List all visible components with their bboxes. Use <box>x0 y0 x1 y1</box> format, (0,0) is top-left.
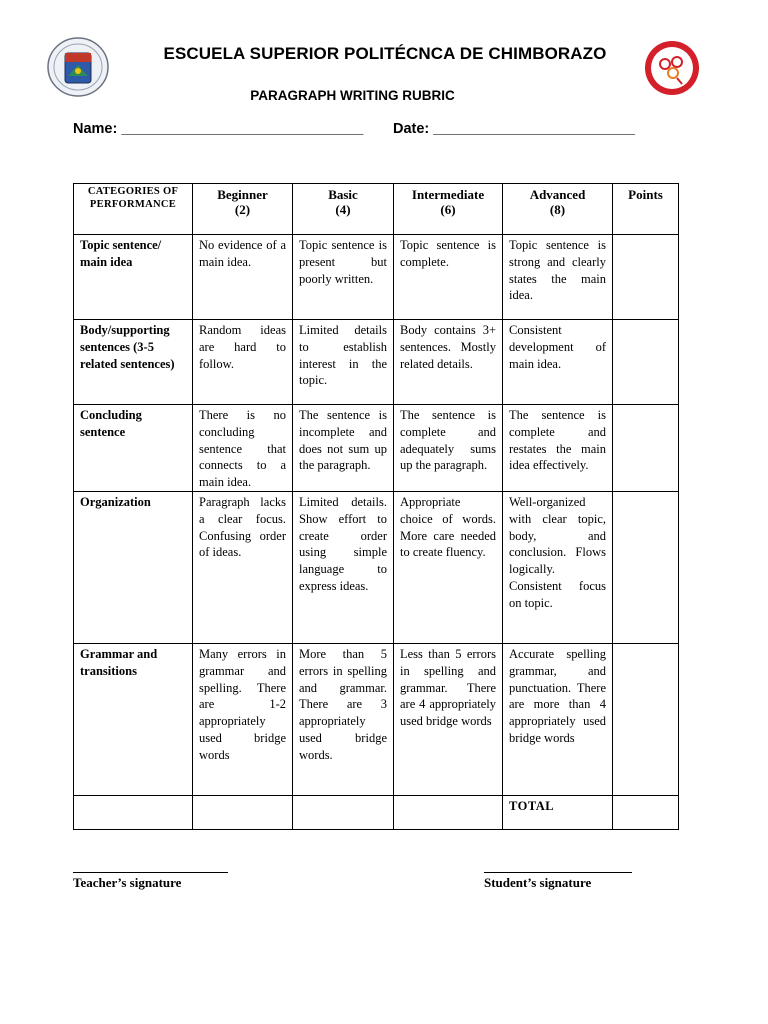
total-label: TOTAL <box>503 795 613 829</box>
cell-points[interactable] <box>613 235 679 320</box>
school-name: ESCUELA SUPERIOR POLITÉCNCA DE CHIMBORAZO <box>163 44 607 63</box>
cell-basic: More than 5 errors in spelling and grammar. There are 3 appropriately used bridge words. <box>293 643 394 795</box>
table-row <box>74 405 679 492</box>
cell-basic: Limited details to establish interest in the topic. <box>293 320 394 405</box>
student-signature-label: Student’s signature <box>484 875 592 890</box>
cell-beginner: Many errors in grammar and spelling. There are 1-2 appropriately used bridge words <box>193 643 293 795</box>
cell-beginner: There is no concluding sentence that connects to a main idea. <box>193 405 293 492</box>
table-row <box>74 643 679 795</box>
header-beginner: Beginner (2) <box>193 184 293 235</box>
cell-basic: Limited details. Show effort to create order using simple language to express ideas. <box>293 491 394 643</box>
student-signature-line[interactable] <box>484 872 632 873</box>
date-field[interactable]: Date: _________________________ <box>393 121 635 137</box>
school-crest-icon <box>46 36 110 98</box>
cell-advanced: Topic sentence is strong and clearly states the main idea. <box>503 235 613 320</box>
header-intermediate: Intermediate (6) <box>394 184 503 235</box>
total-empty-cell <box>394 795 503 829</box>
cell-beginner: Random ideas are hard to follow. <box>193 320 293 405</box>
total-empty-cell <box>293 795 394 829</box>
header-basic: Basic (4) <box>293 184 394 235</box>
cell-points[interactable] <box>613 320 679 405</box>
document-title: PARAGRAPH WRITING RUBRIC <box>250 88 455 103</box>
total-points-cell[interactable] <box>613 795 679 829</box>
cell-points[interactable] <box>613 643 679 795</box>
table-row <box>74 320 679 405</box>
cell-intermediate: Topic sentence is complete. <box>394 235 503 320</box>
teacher-signature-line[interactable] <box>73 872 228 873</box>
table-row <box>74 235 679 320</box>
table-header-row <box>74 184 679 235</box>
row-category: Body/supporting sentences (3-5 related sentences) <box>74 320 193 405</box>
name-field[interactable]: Name: ______________________________ <box>73 121 364 137</box>
cell-points[interactable] <box>613 405 679 492</box>
total-empty-cell <box>74 795 193 829</box>
cell-advanced: Consistent development of main idea. <box>503 320 613 405</box>
cell-intermediate: Appropriate choice of words. More care needed to create fluency. <box>394 491 503 643</box>
table-row <box>74 491 679 643</box>
header-points: Points <box>613 184 679 235</box>
cell-intermediate: The sentence is complete and adequately sums up the paragraph. <box>394 405 503 492</box>
cell-beginner: No evidence of a main idea. <box>193 235 293 320</box>
row-category: Concluding sentence <box>74 405 193 492</box>
rubric-table <box>73 183 679 830</box>
row-category: Organization <box>74 491 193 643</box>
row-category: Grammar and transitions <box>74 643 193 795</box>
institution-seal-icon <box>644 40 700 96</box>
row-category: Topic sentence/ main idea <box>74 235 193 320</box>
header-advanced: Advanced (8) <box>503 184 613 235</box>
cell-basic: Topic sentence is present but poorly written. <box>293 235 394 320</box>
cell-intermediate: Less than 5 errors in spelling and grammar. There are 4 appropriately used bridge words <box>394 643 503 795</box>
cell-advanced: Well-organized with clear topic, body, and conclusion. Flows logically. Consistent focus on topic. <box>503 491 613 643</box>
header-categories: CATEGORIES OF PERFORMANCE <box>74 184 193 235</box>
cell-basic: The sentence is incomplete and does not sum up the paragraph. <box>293 405 394 492</box>
total-empty-cell <box>193 795 293 829</box>
cell-advanced: Accurate spelling grammar, and punctuation. There are more than 4 appropriately used bridge words <box>503 643 613 795</box>
cell-intermediate: Body contains 3+ sentences. Mostly related details. <box>394 320 503 405</box>
cell-points[interactable] <box>613 491 679 643</box>
cell-beginner: Paragraph lacks a clear focus. Confusing order of ideas. <box>193 491 293 643</box>
teacher-signature-label: Teacher’s signature <box>73 875 182 890</box>
cell-advanced: The sentence is complete and restates the main idea effectively. <box>503 405 613 492</box>
total-row <box>74 795 679 829</box>
